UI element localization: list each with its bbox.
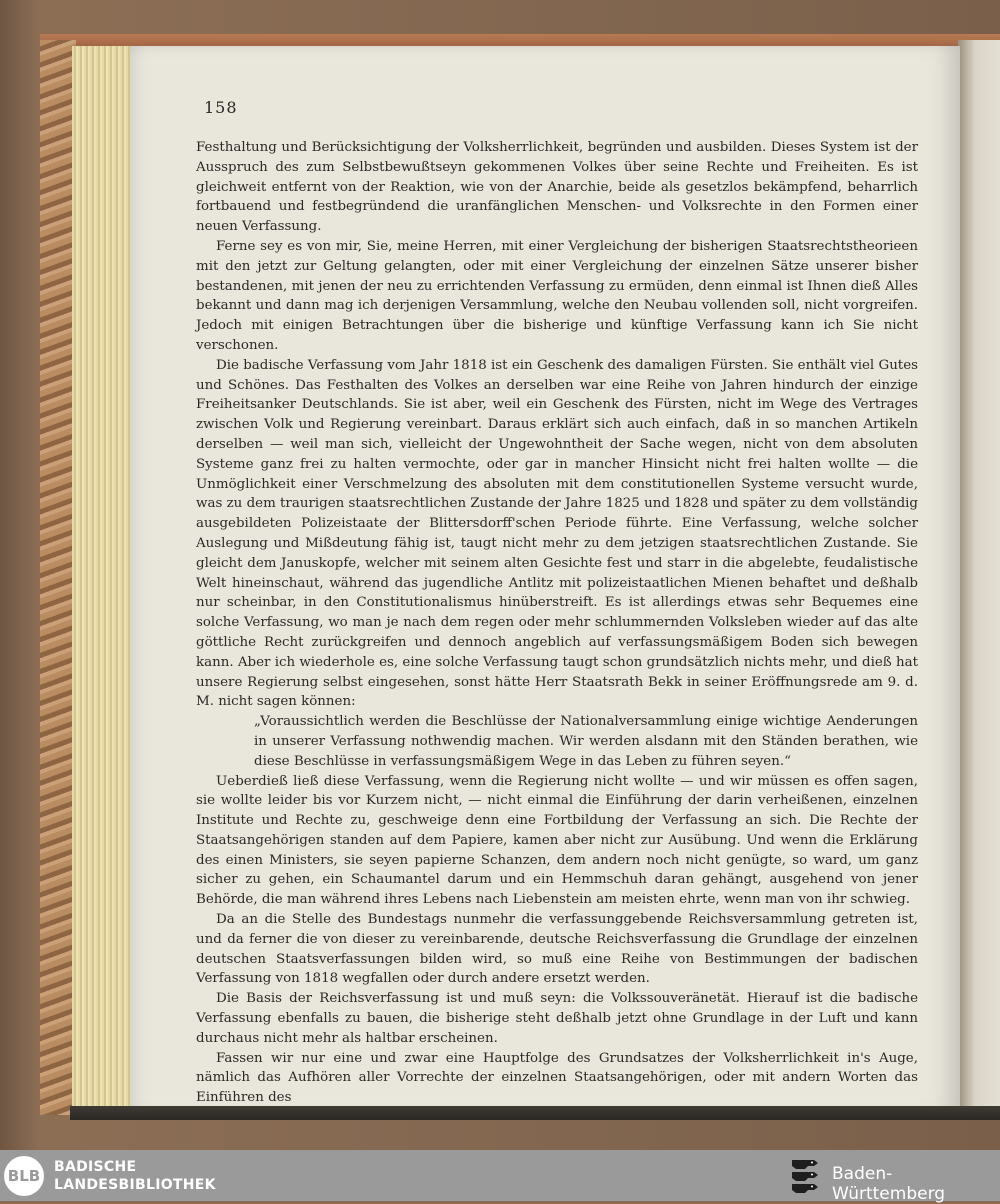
blb-logo-icon[interactable]: BLB — [4, 1156, 44, 1196]
page-body-text — [196, 138, 918, 1108]
baden-wuerttemberg-lions-icon — [788, 1156, 822, 1196]
book-page — [130, 46, 960, 1114]
quotation-paragraph: „Voraussichtlich werden die Beschlüsse der Nationalversammlung einige wichtige Aenderungen in unserer Verfassung nothwendig machen. Wir werden alsdann mit den Ständen berathen, wie diese Beschlüsse in verfassungsmäßigem Wege in das Leben zu führen seyen.“ — [254, 714, 918, 769]
state-name[interactable]: Baden-Württemberg — [832, 1164, 946, 1204]
paragraph: Ferne sey es von mir, Sie, meine Herren, mit einer Vergleichung der bisherigen Staatsrechtstheorieen mit den jetzt zur Geltung gelangten, oder mit einer Vergleichung der einzelnen Sätze unserer bisher bestandenen, mit jenen der neu zu errichtenden Verfassung zu ermüden, denn einmal ist Ihnen dieß Alles bekannt und dann mag ich derjenigen Versammlung, welche den Neubau vollenden soll, nicht vorgreifen. Jedoch mit einigen Betrachtungen über die bisherige und künftige Verfassung kann ich Sie nicht verschonen. — [196, 238, 918, 353]
next-page-edge — [958, 40, 1000, 1118]
paragraph: Ueberdieß ließ diese Verfassung, wenn die Regierung nicht wollte — und wir müssen es offen sagen, sie wollte leider bis vor Kurzem nicht, — nicht einmal die Einführung der darin verheißenen, einzelnen Institute und Rechte zu, geschweige denn eine Fortbildung der Verfassung an sich. Die Rechte der Staatsangehörigen standen auf dem Papiere, kamen aber nicht zur Ausübung. Und wenn die Erklärung des einen Ministers, sie seyen papierne Schanzen, dem andern noch nicht genügte, so ward, um ganz sicher zu gehen, ein Schaumantel darum und ein Hemmschuh daran gehängt, ausgehend von jener Behörde, die man während ihres Lebens nach Liebenstein am meisten ehrte, wenn man von ihr schwieg. — [196, 773, 918, 908]
book-cover-left — [40, 40, 76, 1115]
library-name-line1: BADISCHE — [54, 1159, 137, 1175]
page-number: 158 — [204, 98, 238, 117]
page-edges — [72, 46, 134, 1106]
library-name[interactable] — [54, 1158, 216, 1194]
paragraph: Da an die Stelle des Bundestags nunmehr die verfassunggebende Reichsversammlung getreten ist, und da ferner die von dieser zu vereinbarende, deutsche Reichsverfassung die Grundlage der einzelnen deutschen Staatsverfassungen bilden wird, so muß eine Reihe von Bestimmungen der badischen Verfassung von 1818 wegfallen oder durch andere ersetzt werden. — [196, 912, 918, 987]
paragraph: Festhaltung und Berücksichtigung der Volksherrlichkeit, begründen und ausbilden. Dieses System ist der Ausspruch des zum Selbstbewußtseyn gekommenen Volkes über seine Rechte und Freiheiten. Es ist gleichweit entfernt von der Reaktion, wie von der Anarchie, beide als gesetzlos bekämpfend, beharrlich fortbauend und festbegründend die uranfänglichen Menschen- und Volksrechte in den Formen einer neuen Verfassung. — [196, 140, 918, 235]
footer-bar — [0, 1150, 1000, 1204]
paragraph: Fassen wir nur eine und zwar eine Hauptfolge des Grundsatzes der Volksherrlichkeit in's Auge, nämlich das Aufhören aller Vorrechte der einzelnen Staatsangehörigen, oder mit andern Worten das Einführen des — [196, 1050, 918, 1106]
page-bottom-edge — [70, 1106, 1000, 1120]
paragraph: Die badische Verfassung vom Jahr 1818 ist ein Geschenk des damaligen Fürsten. Sie enthält viel Gutes und Schönes. Das Festhalten des Volkes an derselben war eine Reihe von Jahren hindurch der einzige Freiheitsanker Deutschlands. Sie ist aber, weil ein Geschenk des Fürsten, nicht im Wege des Vertrages zwischen Volk und Regierung vereinbart. Daraus erklärt sich auch einfach, daß in so manchen Artikeln derselben — weil man sich, vielleicht der Ungewohntheit der Sache wegen, nicht von dem absoluten Systeme ganz frei zu halten vermochte, oder gar in mancher Hinsicht nicht frei halten wollte — die Unmöglichkeit einer Verschmelzung des absoluten mit dem constitutionellen Systeme versucht wurde, was zu dem traurigen staatsrechtlichen Zustande der Jahre 1825 und 1828 und später zu dem vollständig ausgebildeten Polizeistaate der Blittersdorff'schen Periode führte. Eine Verfassung, welche solcher Auslegung und Mißdeutung fähig ist, taugt nicht mehr zu dem jetzigen staatsrechtlichen Zustande. Sie gleicht dem Januskopfe, welcher mit seinem alten Gesichte fest und starr in die abgelebte, feudalistische Welt hineinschaut, während das jugendliche Antlitz mit polizeistaatlichen Mienen behaftet und deßhalb nur scheinbar, in den Constitutionalismus hinüberstreift. Es ist allerdings etwas sehr Bequemes eine solche Verfassung, wo man je nach dem regen oder mehr schlummernden Volksleben wieder auf das alte göttliche Recht zurückgreifen und dennoch angeblich auf verfassungsmäßigem Boden sich bewegen kann. Aber ich wiederhole es, eine solche Verfassung taugt schon grundsätzlich nichts mehr, und dieß hat unsere Regierung selbst eingesehen, sonst hätte Herr Staatsrath Bekk in seiner Eröffnungsrede am 9. d. M. nicht sagen können: — [196, 357, 918, 710]
paragraph: Die Basis der Reichsverfassung ist und muß seyn: die Volkssouveränetät. Hierauf ist die badische Verfassung ebenfalls zu bauen, die bisherige steht deßhalb jetzt ohne Grundlage in der Luft und kann durchaus nicht mehr als haltbar erscheinen. — [196, 991, 918, 1046]
library-name-line2: LANDESBIBLIOTHEK — [54, 1177, 216, 1193]
